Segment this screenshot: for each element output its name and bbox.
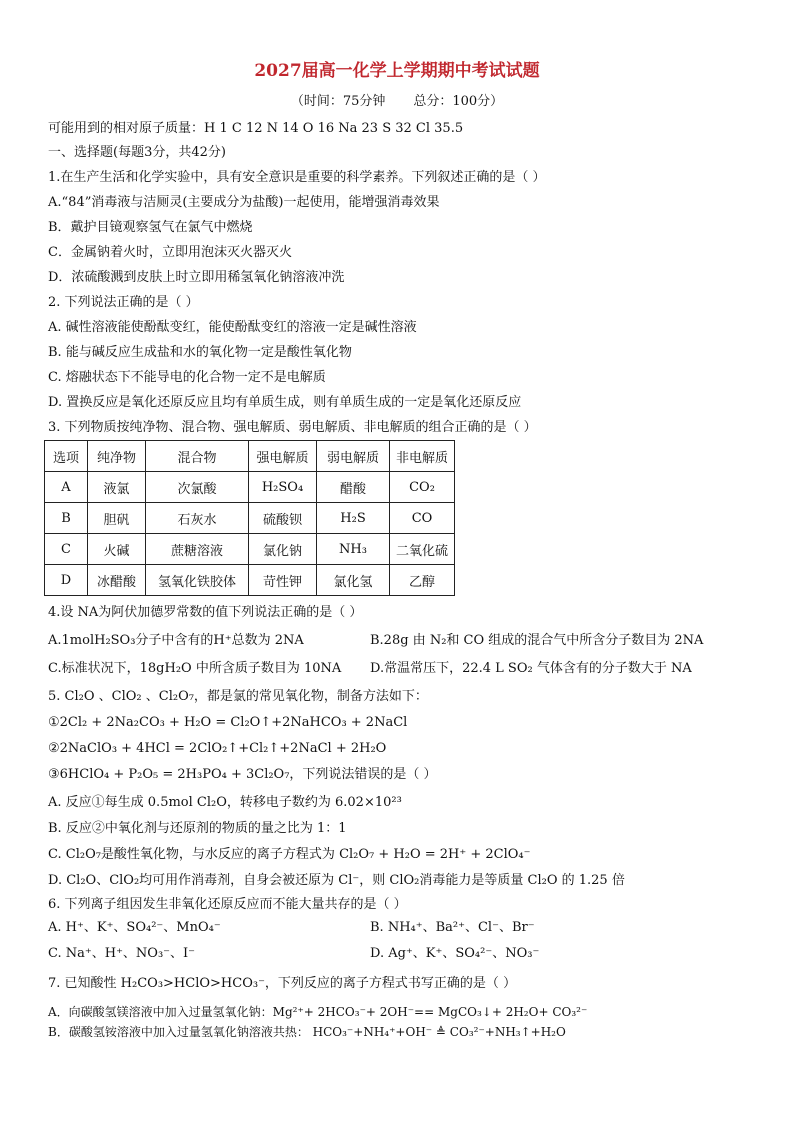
table-cell: 胆矾	[88, 503, 146, 534]
q1-option-c: C．金属钠着火时，立即用泡沫灭火器灭火	[48, 245, 292, 260]
q1-option-b: B．戴护目镜观察氢气在氯气中燃烧	[48, 220, 253, 235]
q7-option-b: B．碳酸氢铵溶液中加入过量氢氧化钠溶液共热： HCO₃⁻+NH₄⁺+OH⁻ ≜ CO₃²⁻+NH₃↑+H₂O	[48, 1025, 566, 1039]
table-cell: H₂SO₄	[249, 472, 317, 503]
table-cell: H₂S	[317, 503, 390, 534]
section-heading: 一、选择题(每题3分，共42分)	[48, 145, 226, 160]
q5-stem: 5. Cl₂O 、ClO₂ 、Cl₂O₇，都是氯的常见氧化物，制备方法如下：	[48, 689, 428, 704]
table-header-cell: 选项	[45, 441, 88, 472]
q2-option-b: B. 能与碱反应生成盐和水的氧化物一定是酸性氧化物	[48, 345, 352, 360]
q5-reaction-1: ①2Cl₂ + 2Na₂CO₃ + H₂O = Cl₂O↑+2NaHCO₃ + 2NaCl	[48, 715, 408, 730]
table-cell: 氯化氢	[317, 565, 390, 596]
table-header-cell: 混合物	[146, 441, 249, 472]
q5-reaction-2: ②2NaClO₃ + 4HCl = 2ClO₂↑+Cl₂↑+2NaCl + 2H₂O	[48, 741, 387, 756]
table-header-cell: 弱电解质	[317, 441, 390, 472]
q7-stem: 7. 已知酸性 H₂CO₃>HClO>HCO₃⁻，下列反应的离子方程式书写正确的是（ ）	[48, 976, 517, 991]
table-header-cell: 非电解质	[390, 441, 455, 472]
q4-option-d: D.常温常压下，22.4 L SO₂ 气体含有的分子数大于 NA	[370, 661, 692, 676]
q1-stem: 1.在生产生活和化学实验中，具有安全意识是重要的科学素养。下列叙述正确的是（ ）	[48, 170, 546, 185]
q1-option-a: A.“84”消毒液与洁厕灵(主要成分为盐酸)一起使用，能增强消毒效果	[48, 195, 440, 210]
q2-stem: 2. 下列说法正确的是（ ）	[48, 295, 199, 310]
table-cell: A	[45, 472, 88, 503]
q5-option-c: C. Cl₂O₇是酸性氧化物，与水反应的离子方程式为 Cl₂O₇ + H₂O = 2H⁺ + 2ClO₄⁻	[48, 847, 531, 862]
q2-option-c: C. 熔融状态下不能导电的化合物一定不是电解质	[48, 370, 326, 385]
table-cell: 石灰水	[146, 503, 249, 534]
table-cell: 次氯酸	[146, 472, 249, 503]
table-cell: 醋酸	[317, 472, 390, 503]
exam-title: 2027届高一化学上学期期中考试试题	[254, 61, 540, 81]
table-cell: 氢氧化铁胶体	[146, 565, 249, 596]
table-header-cell: 强电解质	[249, 441, 317, 472]
table-cell: NH₃	[317, 534, 390, 565]
exam-time: （时间：75分钟	[290, 94, 386, 109]
q5-option-b: B. 反应②中氧化剂与还原剂的物质的量之比为 1：1	[48, 821, 347, 836]
table-cell: CO₂	[390, 472, 455, 503]
q6-option-c: C. Na⁺、H⁺、NO₃⁻、I⁻	[48, 946, 196, 961]
q4-option-c: C.标准状况下，18gH₂O 中所含质子数目为 10NA	[48, 661, 342, 676]
table-cell: 蔗糖溶液	[146, 534, 249, 565]
q6-option-d: D. Ag⁺、K⁺、SO₄²⁻、NO₃⁻	[370, 946, 540, 961]
q6-option-b: B. NH₄⁺、Ba²⁺、Cl⁻、Br⁻	[370, 920, 535, 935]
table-cell: 苛性钾	[249, 565, 317, 596]
q1-option-d: D．浓硫酸溅到皮肤上时立即用稀氢氧化钠溶液冲洗	[48, 270, 345, 285]
q5-reaction-3: ③6HClO₄ + P₂O₅ = 2H₃PO₄ + 3Cl₂O₇，下列说法错误的是（ ）	[48, 767, 437, 782]
table-row	[45, 503, 455, 534]
table-cell: C	[45, 534, 88, 565]
table-row	[45, 565, 455, 596]
table-cell: 二氧化硫	[390, 534, 455, 565]
table-cell: 氯化钠	[249, 534, 317, 565]
q6-stem: 6. 下列离子组因发生非氧化还原反应而不能大量共存的是（ ）	[48, 897, 407, 912]
table-cell: 乙醇	[390, 565, 455, 596]
table-header-cell: 纯净物	[88, 441, 146, 472]
q3-table	[44, 440, 455, 596]
q2-option-a: A. 碱性溶液能使酚酞变红，能使酚酞变红的溶液一定是碱性溶液	[48, 320, 417, 335]
table-row	[45, 534, 455, 565]
q4-option-b: B.28g 由 N₂和 CO 组成的混合气中所含分子数目为 2NA	[370, 633, 704, 648]
exam-score: 总分：100分）	[413, 94, 504, 109]
q6-option-a: A. H⁺、K⁺、SO₄²⁻、MnO₄⁻	[48, 920, 221, 935]
table-header-row	[45, 441, 455, 472]
table-cell: 液氯	[88, 472, 146, 503]
q2-option-d: D. 置换反应是氧化还原反应且均有单质生成，则有单质生成的一定是氧化还原反应	[48, 395, 522, 410]
table-cell: B	[45, 503, 88, 534]
table-row	[45, 472, 455, 503]
table-cell: 冰醋酸	[88, 565, 146, 596]
table-cell: 硫酸钡	[249, 503, 317, 534]
atomic-masses: 可能用到的相对原子质量：H 1 C 12 N 14 O 16 Na 23 S 32 Cl 35.5	[48, 121, 464, 136]
q4-option-a: A.1molH₂SO₃分子中含有的H⁺总数为 2NA	[48, 633, 304, 648]
exam-subtitle	[0, 93, 794, 111]
q5-option-d: D. Cl₂O、ClO₂均可用作消毒剂，自身会被还原为 Cl⁻，则 ClO₂消毒能力是等质量 Cl₂O 的 1.25 倍	[48, 873, 625, 888]
q4-stem: 4.设 NA为阿伏加德罗常数的值下列说法正确的是（ ）	[48, 605, 363, 620]
table-cell: CO	[390, 503, 455, 534]
q3-stem: 3. 下列物质按纯净物、混合物、强电解质、弱电解质、非电解质的组合正确的是（ ）	[48, 420, 537, 435]
q7-option-a: A．向碳酸氢镁溶液中加入过量氢氧化钠：Mg²⁺+ 2HCO₃⁻+ 2OH⁻== MgCO₃↓+ 2H₂O+ CO₃²⁻	[48, 1005, 588, 1019]
table-cell: D	[45, 565, 88, 596]
table-cell: 火碱	[88, 534, 146, 565]
q5-option-a: A. 反应①每生成 0.5mol Cl₂O，转移电子数约为 6.02×10²³	[48, 795, 402, 810]
